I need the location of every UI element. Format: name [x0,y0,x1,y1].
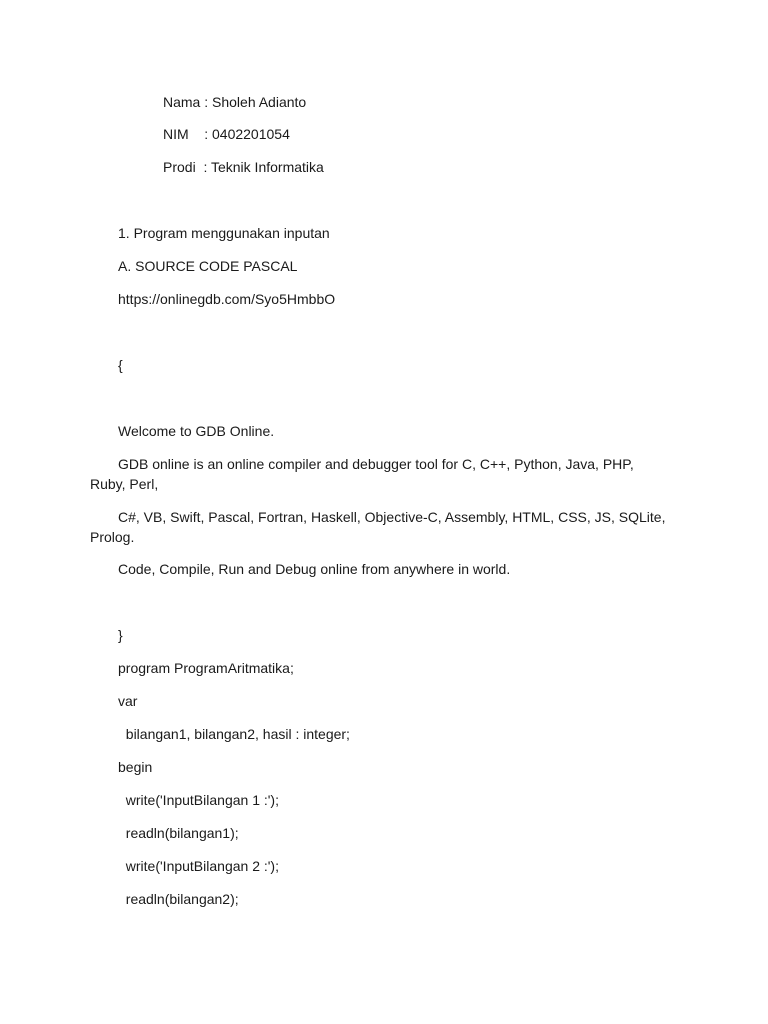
source-link: https://onlinegdb.com/Syo5HmbbO [118,291,336,307]
code-line: readln(bilangan1); [118,825,239,841]
comment-open-brace: { [118,357,123,373]
gdb-description-3: Code, Compile, Run and Debug online from anywhere in world. [118,561,511,577]
code-line: program ProgramAritmatika; [118,660,294,676]
comment-close-brace: } [118,627,123,643]
gdb-description-1: GDB online is an online compiler and debugger tool for C, C++, Python, Java, PHP, Ruby, Perl, [90,456,634,492]
subsection-title: A. SOURCE CODE PASCAL [118,258,298,274]
code-line: bilangan1, bilangan2, hasil : integer; [118,726,350,742]
code-line: write('InputBilangan 2 :'); [118,858,279,874]
gdb-description-2: C#, VB, Swift, Pascal, Fortran, Haskell, Objective-C, Assembly, HTML, CSS, JS, SQLite, Prolog. [90,509,666,545]
code-line: write('InputBilangan 1 :'); [118,792,279,808]
section-title: 1. Program menggunakan inputan [118,225,330,241]
code-line: var [118,693,138,709]
welcome-line: Welcome to GDB Online. [118,423,275,439]
code-line: readln(bilangan2); [118,891,239,907]
student-nim: NIM : 0402201054 [163,126,290,142]
student-name: Nama : Sholeh Adianto [163,94,307,110]
code-line: begin [118,759,153,775]
student-prodi: Prodi : Teknik Informatika [163,159,324,175]
